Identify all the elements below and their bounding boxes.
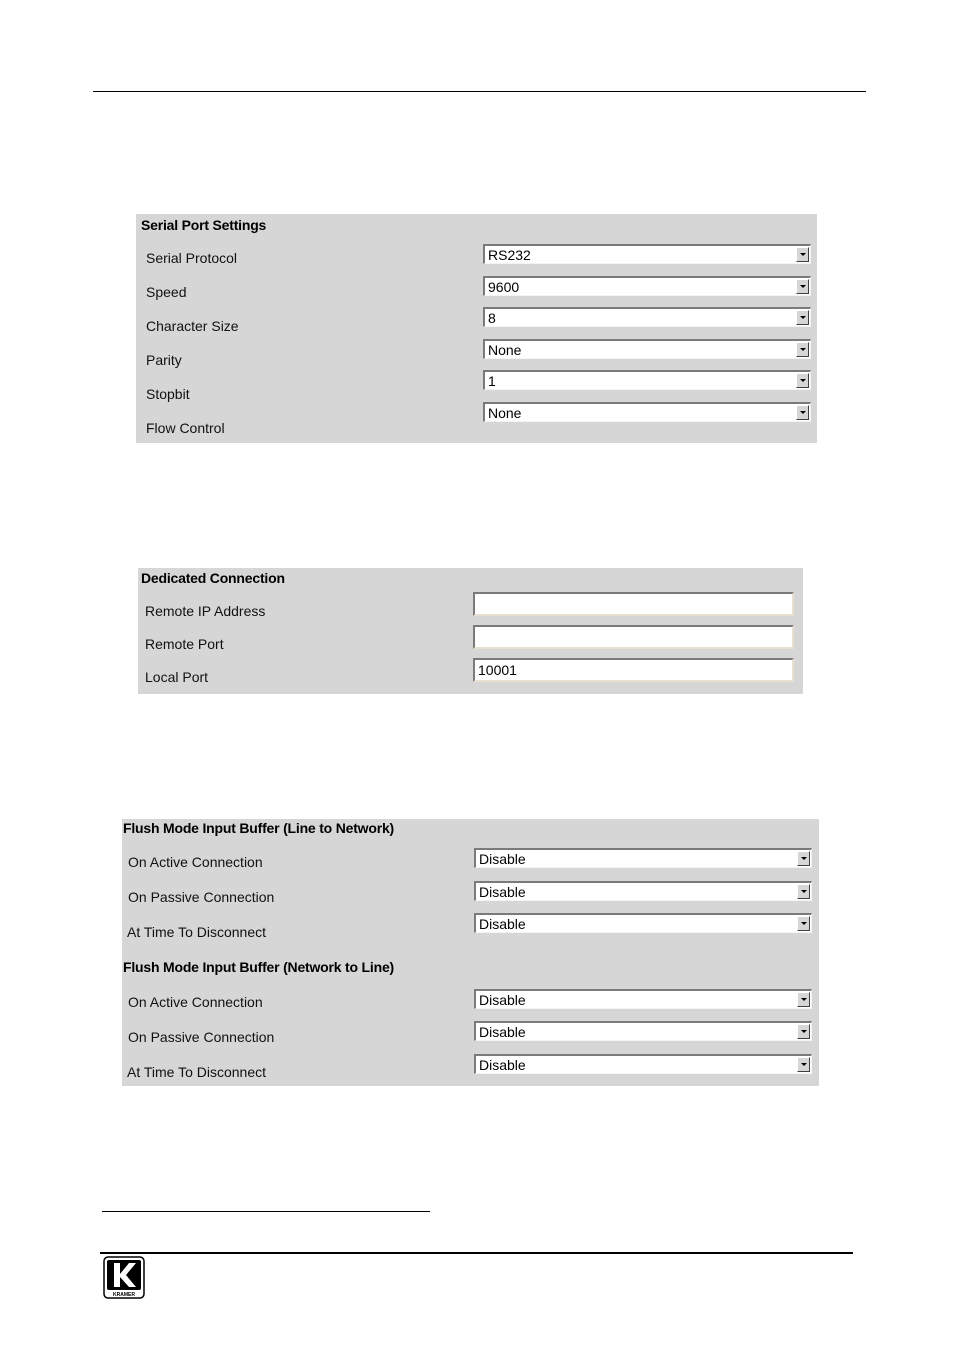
dropdown-button[interactable] (796, 279, 809, 294)
chevron-down-icon (801, 857, 807, 860)
dropdown-button[interactable] (797, 851, 810, 866)
dropdown-button[interactable] (797, 884, 810, 899)
dropdown-button[interactable] (796, 310, 809, 325)
select-value: Disable (479, 1024, 526, 1040)
select-value: Disable (479, 992, 526, 1008)
chevron-down-icon (801, 1030, 807, 1033)
footer-rule (100, 1252, 853, 1254)
select-value: Disable (479, 1057, 526, 1073)
dropdown-button[interactable] (797, 916, 810, 931)
kramer-logo-icon (103, 1256, 145, 1299)
serial-protocol-select[interactable] (483, 244, 811, 264)
select-value: None (488, 342, 522, 358)
select-value: Disable (479, 916, 526, 932)
dropdown-button[interactable] (796, 342, 809, 357)
dropdown-button[interactable] (797, 1057, 810, 1072)
dropdown-button[interactable] (796, 373, 809, 388)
parity-select[interactable] (483, 339, 811, 359)
stopbit-select[interactable] (483, 370, 811, 390)
stopbit-label: Stopbit (146, 386, 190, 402)
speed-label: Speed (146, 284, 187, 300)
dropdown-button[interactable] (797, 992, 810, 1007)
ltn-on-passive-connection-select[interactable] (474, 881, 812, 901)
ntl-at-time-to-disconnect-select[interactable] (474, 1054, 812, 1074)
flow-control-select[interactable] (483, 402, 811, 422)
speed-select[interactable] (483, 276, 811, 296)
ntl-on-active-connection-select[interactable] (474, 989, 812, 1009)
dropdown-button[interactable] (796, 247, 809, 262)
ntl-at-time-to-disconnect-label: At Time To Disconnect (127, 1064, 267, 1080)
remote-ip-address-input[interactable] (473, 592, 794, 616)
dropdown-button[interactable] (796, 405, 809, 420)
kramer-logo-graphic (103, 1256, 145, 1299)
select-value: 9600 (488, 279, 520, 295)
ntl-on-passive-connection-label: On Passive Connection (128, 1029, 275, 1045)
chevron-down-icon (800, 348, 806, 351)
flow-control-label: Flow Control (146, 420, 225, 436)
panel-title: Serial Port Settings (141, 217, 267, 233)
remote-port-input[interactable] (473, 625, 794, 649)
ltn-at-time-to-disconnect-select[interactable] (474, 913, 812, 933)
ntl-on-passive-connection-select[interactable] (474, 1021, 812, 1041)
serial-port-settings-panel (136, 214, 817, 443)
chevron-down-icon (800, 285, 806, 288)
select-value: 1 (488, 373, 496, 389)
chevron-down-icon (801, 998, 807, 1001)
character-size-select[interactable] (483, 307, 811, 327)
chevron-down-icon (801, 922, 807, 925)
ltn-on-active-connection-select[interactable] (474, 848, 812, 868)
ltn-on-active-connection-label: On Active Connection (128, 854, 263, 870)
chevron-down-icon (800, 316, 806, 319)
remote-port-label: Remote Port (145, 636, 224, 652)
local-port-input[interactable] (473, 658, 794, 682)
local-port-label: Local Port (145, 669, 209, 685)
dedicated-connection-panel (138, 568, 803, 694)
chevron-down-icon (800, 411, 806, 414)
header-rule (93, 91, 866, 92)
select-value: None (488, 405, 522, 421)
ltn-on-passive-connection-label: On Passive Connection (128, 889, 275, 905)
flush-mode-panel (122, 819, 819, 1086)
line-to-network-title: Flush Mode Input Buffer (Line to Network) (123, 820, 395, 836)
chevron-down-icon (800, 253, 806, 256)
ltn-at-time-to-disconnect-label: At Time To Disconnect (127, 924, 267, 940)
chevron-down-icon (800, 379, 806, 382)
select-value: 8 (488, 310, 496, 326)
select-value: Disable (479, 851, 526, 867)
panel-title: Dedicated Connection (141, 570, 285, 586)
ntl-on-active-connection-label: On Active Connection (128, 994, 263, 1010)
footnote-separator (102, 1211, 430, 1212)
chevron-down-icon (801, 890, 807, 893)
serial-protocol-label: Serial Protocol (146, 250, 238, 266)
chevron-down-icon (801, 1063, 807, 1066)
parity-label: Parity (146, 352, 182, 368)
select-value: Disable (479, 884, 526, 900)
select-value: RS232 (488, 247, 531, 263)
network-to-line-title: Flush Mode Input Buffer (Network to Line) (123, 959, 395, 975)
logo-wordmark: KRAMER (113, 1292, 135, 1298)
remote-ip-address-label: Remote IP Address (145, 603, 266, 619)
character-size-label: Character Size (146, 318, 239, 334)
dropdown-button[interactable] (797, 1024, 810, 1039)
